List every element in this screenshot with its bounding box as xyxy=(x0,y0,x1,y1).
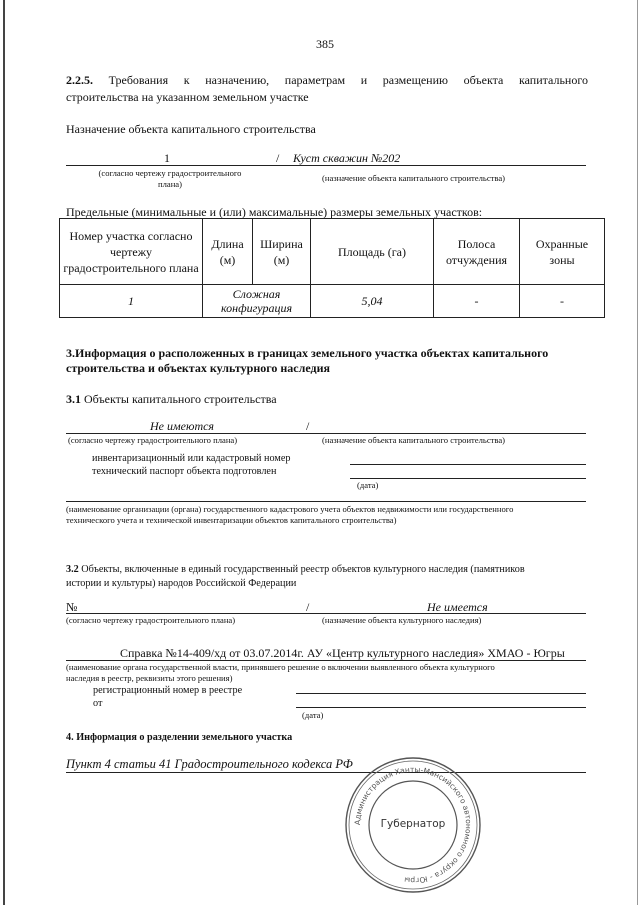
s32-caption-left: (согласно чертежу градостроительного плана) xyxy=(66,615,236,625)
table-cell-length-width: Сложная конфигурация xyxy=(203,285,311,318)
section-4-value: Пункт 4 статьи 41 Градостроительного кодекса РФ xyxy=(66,757,353,771)
section-2-2-5-line2: строительства на указанном земельном участке xyxy=(66,90,309,104)
s32-date-caption: (дата) xyxy=(302,710,324,720)
s32-number-sign: № xyxy=(66,600,78,614)
table-cell-protection-zones: - xyxy=(520,285,605,318)
s32-slash: / xyxy=(306,600,310,614)
s31-date-line xyxy=(350,478,586,479)
limits-title: Предельные (минимальные и (или) максимальные) размеры земельных участков: xyxy=(66,205,483,219)
purpose-caption-left: (согласно чертежу градостроительного плана) xyxy=(98,168,242,189)
s31-underline xyxy=(66,433,586,434)
purpose-caption-right: (назначение объекта капитального строительства) xyxy=(322,173,506,183)
table-header-cell: Охранные зоны xyxy=(520,219,605,285)
table-row xyxy=(60,285,605,318)
table-cell-parcel-number: 1 xyxy=(60,285,203,318)
s31-inventory-line xyxy=(350,464,586,465)
table-header-cell: Номер участка согласно чертежу градостроительного плана xyxy=(60,219,203,285)
seal-ring-text: Администрация Ханты-Мансийского автономного округа - Югры xyxy=(352,764,474,886)
purpose-slash: / xyxy=(276,151,280,165)
scan-edge-right xyxy=(637,0,638,905)
s31-value: Не имеются xyxy=(150,419,215,433)
purpose-underline xyxy=(66,165,586,166)
section-3-title: 3.Информация о расположенных в границах земельного участка объектах капитального строительства и объектах культурного наследия xyxy=(66,346,549,375)
s32-reference-line xyxy=(66,660,586,661)
s32-registry-line xyxy=(296,693,586,694)
table-header-cell: Площадь (га) xyxy=(311,219,434,285)
section-2-2-5 xyxy=(66,73,588,105)
parcel-size-table xyxy=(59,218,605,318)
s32-caption-right: (назначение объекта культурного наследия) xyxy=(322,615,482,625)
table-header-row xyxy=(60,219,605,285)
s31-org-caption: (наименование организации (органа) государственного кадастрового учета объектов недвижимости или государственного технического учета и технической инвентаризации объектов капитального строительства) xyxy=(66,504,514,525)
section-4-title: 4. Информация о разделении земельного участка xyxy=(66,732,293,743)
s32-reference: Справка №14-409/хд от 03.07.2014г. АУ «Центр культурного наследия» ХМАО - Югры xyxy=(120,646,565,660)
s31-slash: / xyxy=(306,419,310,433)
s31-date-caption: (дата) xyxy=(357,480,379,490)
purpose-label: Назначение объекта капитального строительства xyxy=(66,122,316,136)
s31-inventory-label: инвентаризационный или кадастровый номер технический паспорт объекта подготовлен xyxy=(92,453,291,477)
table-header-cell: Полоса отчуждения xyxy=(434,219,520,285)
purpose-number: 1 xyxy=(164,151,170,165)
governor-seal xyxy=(343,755,483,895)
section-2-2-5-word-1: Требования xyxy=(108,73,169,87)
section-2-2-5-number: 2.2.5. xyxy=(66,73,93,87)
s32-date-line xyxy=(296,707,586,708)
s32-underline xyxy=(66,613,586,614)
table-cell-area: 5,04 xyxy=(311,285,434,318)
purpose-name: Куст скважин №202 xyxy=(293,151,401,165)
scan-edge-left xyxy=(3,0,5,905)
section-4-underline xyxy=(66,772,586,773)
table-header-cell: Длина (м) xyxy=(203,219,253,285)
section-3-2: 3.2 Объекты, включенные в единый государственный реестр объектов культурного наследия (памятников истории и культуры) народов Российской Федерации xyxy=(66,564,525,589)
s31-caption-left: (согласно чертежу градостроительного плана) xyxy=(68,435,238,445)
s32-organ-caption: (наименование органа государственной власти, принявшего решение о включении выявленного объекта культурного наследия в реестр, реквизиты этого решения) xyxy=(66,662,495,683)
page-number: 385 xyxy=(316,37,334,51)
section-3-1-title: 3.1 Объекты капитального строительства xyxy=(66,392,277,406)
section-2-2-5-line1: 2.2.5. Требования к назначению, параметрам и размещению объекта капитального xyxy=(66,73,588,87)
s31-org-line xyxy=(66,501,586,502)
table-cell-exclusion-strip: - xyxy=(434,285,520,318)
s32-registry-label: регистрационный номер в реестре от xyxy=(93,685,243,709)
seal-center-text: Губернатор xyxy=(380,818,446,830)
s31-caption-right: (назначение объекта капитального строительства) xyxy=(322,435,506,445)
table-header-cell: Ширина (м) xyxy=(253,219,311,285)
s32-value: Не имеется xyxy=(427,600,488,614)
